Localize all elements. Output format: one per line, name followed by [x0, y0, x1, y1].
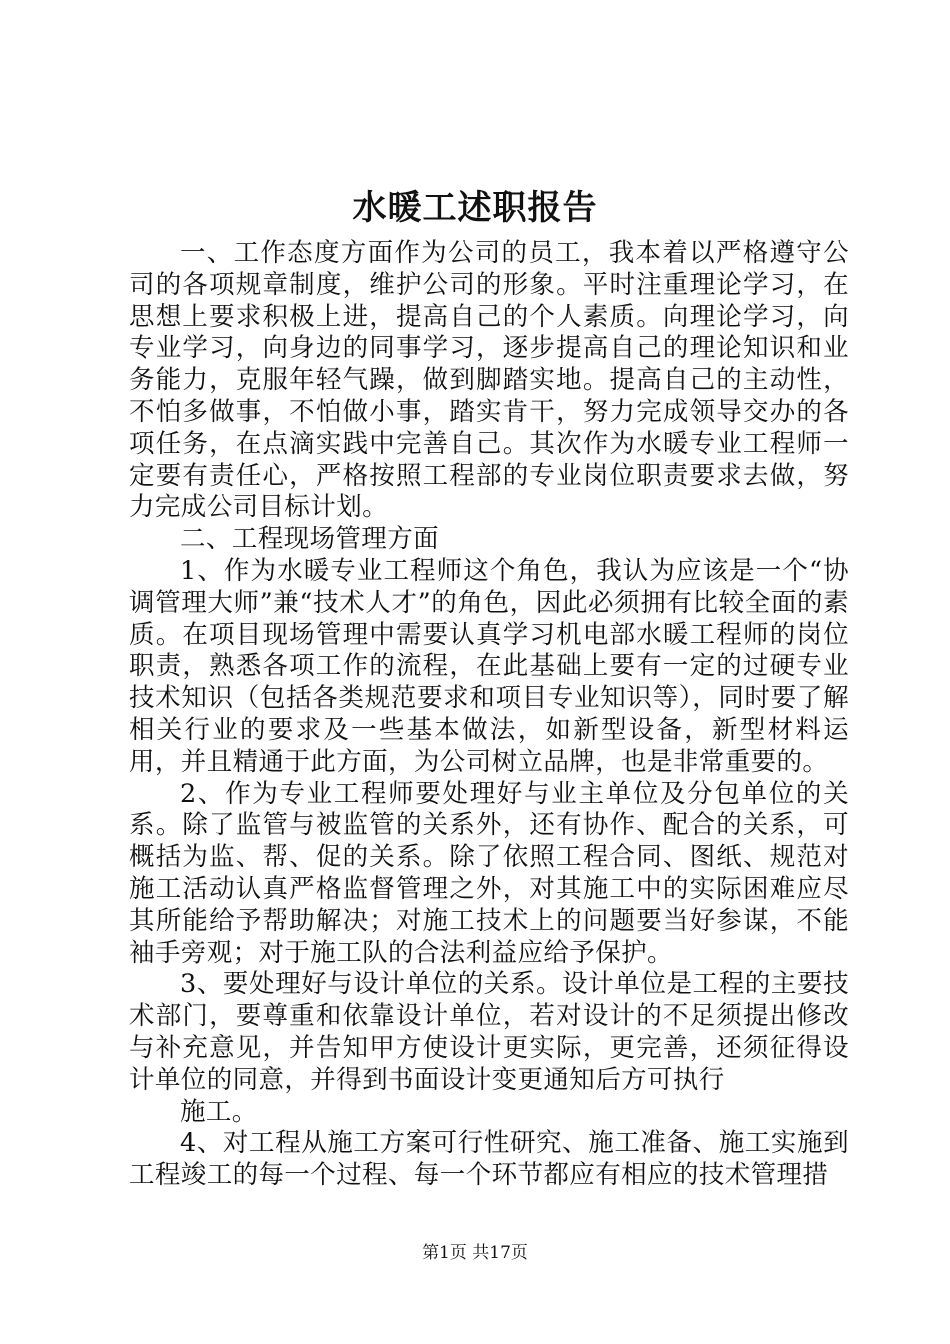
- paragraph-section-heading: 二、工程现场管理方面: [180, 524, 440, 555]
- paragraph-item-3: 3、要处理好与设计单位的关系。设计单位是工程的主要技术部门，要尊重和依靠设计单位，若对设计的不足须提出修改与补充意见，并告知甲方使设计更实际，更完善，还须征得设计单位的同意，并得到书面设计变更通知后方可执行: [129, 969, 849, 1095]
- document-title: 水暖工述职报告: [352, 188, 598, 228]
- paragraph-item-4: 4、对工程从施工方案可行性研究、施工准备、施工实施到工程竣工的每一个过程、每一个环节都应有相应的技术管理措: [129, 1128, 849, 1191]
- paragraph-item-1: 1、作为水暖专业工程师这个角色，我认为应该是一个“协调管理大师”兼“技术人才”的角色，因此必须拥有比较全面的素质。在项目现场管理中需要认真学习机电部水暖工程师的岗位职责，熟悉各项工作的流程，在此基础上要有一定的过硬专业技术知识（包括各类规范要求和项目专业知识等），同时要了解相关行业的要求及一些基本做法，如新型设备，新型材料运用，并且精通于此方面，为公司树立品牌，也是非常重要的。: [129, 555, 849, 777]
- paragraph-item-3-continued: 施工。: [180, 1096, 258, 1127]
- paragraph-item-2: 2、作为专业工程师要处理好与业主单位及分包单位的关系。除了监管与被监管的关系外，还有协作、配合的关系，可概括为监、帮、促的关系。除了依照工程合同、图纸、规范对施工活动认真严格监督管理之外，对其施工中的实际困难应尽其所能给予帮助解决；对施工技术上的问题要当好参谋，不能袖手旁观；对于施工队的合法利益应给予保护。: [129, 778, 849, 968]
- paragraph-work-attitude: 一、工作态度方面作为公司的员工，我本着以严格遵守公司的各项规章制度，维护公司的形象。平时注重理论学习，在思想上要求积极上进，提高自己的个人素质。向理论学习，向专业学习，向身边的同事学习，逐步提高自己的理论知识和业务能力，克服年轻气躁，做到脚踏实地。提高自己的主动性，不怕多做事，不怕做小事，踏实肯干，努力完成领导交办的各项任务，在点滴实践中完善自己。其次作为水暖专业工程师一定要有责任心，严格按照工程部的专业岗位职责要求去做，努力完成公司目标计划。: [129, 238, 849, 523]
- page-number-footer: 第1页 共17页: [422, 1243, 528, 1263]
- document-body: [129, 238, 849, 1192]
